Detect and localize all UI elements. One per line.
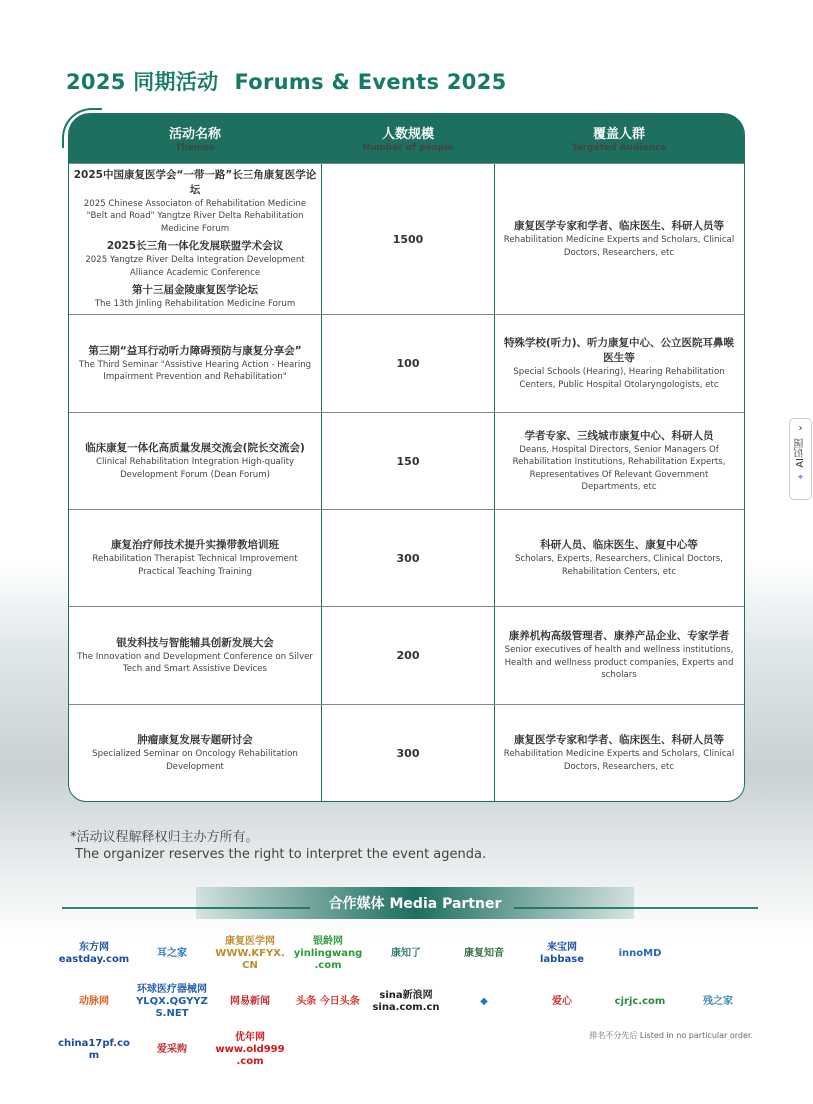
theme-zh: 2025中国康复医学会“一带一路”长三角康复医学论坛 — [73, 168, 317, 196]
scan-icon: ⌖ — [797, 471, 804, 483]
table-row — [69, 704, 744, 801]
people-cell: 300 — [321, 510, 495, 606]
audience-en: Special Schools (Hearing), Hearing Rehabilitation Centers, Public Hospital Otolaryngologists, etc — [513, 367, 725, 390]
audience-cell — [495, 510, 743, 606]
theme-en: The Third Seminar "Assistive Hearing Action - Hearing Impairment Prevention and Rehabilitation" — [78, 359, 312, 382]
media-logo: 耳之家 — [157, 948, 187, 959]
media-logo: 爱心 — [552, 996, 572, 1007]
ai-image-sidebar-button[interactable]: › AI识图 ⌖ — [789, 418, 812, 500]
media-logo: 网易新闻 — [230, 996, 270, 1007]
audience-zh: 康复医学专家和学者、临床医生、科研人员等 — [514, 734, 724, 746]
theme-cell — [69, 705, 321, 801]
audience-zh: 特殊学校(听力)、听力康复中心、公立医院耳鼻喉医生等 — [503, 337, 735, 364]
media-logo: 康复医学网 WWW.KFYX.CN — [215, 936, 285, 971]
title-zh: 2025 同期活动 — [66, 70, 219, 94]
logo-row — [56, 978, 756, 1026]
theme-cell — [69, 315, 321, 412]
media-logo: 爱采购 — [157, 1044, 187, 1055]
theme-cell — [69, 164, 321, 314]
theme-zh: 第十三届金陵康复医学论坛 — [132, 284, 258, 296]
media-logo: china17pf.com — [58, 1038, 130, 1061]
media-logo: 优年网 www.old999.com — [215, 1032, 285, 1067]
page-title — [66, 66, 507, 96]
media-logo: 康复知音 — [464, 948, 504, 959]
audience-zh: 康养机构高级管理者、康养产品企业、专家学者 — [508, 630, 730, 643]
theme-en: The 13th Jinling Rehabilitation Medicine Forum — [94, 299, 296, 309]
audience-zh: 学者专家、三线城市康复中心、科研人员 — [524, 429, 714, 442]
audience-zh: 科研人员、临床医生、康复中心等 — [540, 539, 698, 551]
table-row — [69, 412, 744, 509]
media-partner-heading: 合作媒体 Media Partner — [196, 887, 634, 919]
audience-en: Rehabilitation Medicine Experts and Scholars, Clinical Doctors, Researchers, etc — [503, 749, 735, 772]
title-en: Forums & Events 2025 — [234, 70, 507, 94]
theme-cell — [69, 510, 321, 606]
theme-zh: 康复治疗师技术提升实操带教培训班 — [111, 539, 279, 551]
media-logo: 银龄网 yinlingwang.com — [293, 936, 363, 971]
theme-cell — [69, 413, 321, 509]
theme-en: The Innovation and Development Conference on Silver Tech and Smart Assistive Devices — [77, 651, 313, 674]
media-logo: 动脉网 — [79, 996, 109, 1007]
header-audience: 覆盖人群 Targeted Audience — [571, 126, 667, 153]
header-people: 人数规模 Number of people — [362, 126, 454, 153]
audience-en: Deans, Hospital Directors, Senior Managers Of Rehabilitation Institutions, Rehabilitation Experts, Representatives Of Relevant Government Departments, etc — [512, 444, 726, 492]
people-cell: 1500 — [321, 164, 495, 314]
media-logo: 康知了 — [391, 948, 421, 959]
theme-cell — [69, 607, 321, 704]
audience-cell — [495, 413, 743, 509]
people-cell: 100 — [321, 315, 495, 412]
header-themes: 活动名称 Themes — [168, 126, 221, 153]
theme-en: Rehabilitation Therapist Technical Improvement Practical Teaching Training — [92, 554, 298, 577]
people-cell: 300 — [321, 705, 495, 801]
theme-zh: 银发科技与智能辅具创新发展大会 — [116, 636, 274, 649]
audience-cell — [495, 705, 743, 801]
table-header — [69, 114, 744, 163]
theme-zh: 2025长三角一体化发展联盟学术会议 — [106, 240, 284, 252]
theme-en: 2025 Yangtze River Delta Integration Development Alliance Academic Conference — [85, 255, 305, 278]
table-row — [69, 163, 744, 314]
table-row — [69, 509, 744, 606]
disclaimer: *活动议程解释权归主办方所有。 The organizer reserves the right to interpret the event agenda. — [70, 830, 487, 862]
media-logo: 残之家 — [703, 996, 733, 1007]
theme-zh: 临床康复一体化高质量发展交流会(院长交流会) — [85, 442, 305, 454]
media-logo: ◆ — [480, 996, 488, 1007]
theme-zh: 肿瘤康复发展专题研讨会 — [137, 734, 253, 746]
theme-en: 2025 Chinese Associaton of Rehabilitation Medicine "Belt and Road" Yangtze River Delta Rehabilitation Medicine Forum — [83, 198, 307, 234]
people-cell: 150 — [321, 413, 495, 509]
chevron-right-icon: › — [798, 423, 803, 434]
audience-en: Senior executives of health and wellness institutions, Health and wellness product companies, Experts and scholars — [504, 645, 734, 681]
theme-en: Specialized Seminar on Oncology Rehabilitation Development — [92, 749, 298, 772]
media-logo: 头条 今日头条 — [296, 996, 360, 1007]
people-cell: 200 — [321, 607, 495, 704]
logo-row — [56, 930, 756, 978]
theme-en: Clinical Rehabilitation Integration High-quality Development Forum (Dean Forum) — [95, 457, 295, 480]
audience-cell — [495, 315, 743, 412]
audience-en: Rehabilitation Medicine Experts and Scholars, Clinical Doctors, Researchers, etc — [503, 235, 735, 258]
media-logo: innoMD — [618, 948, 662, 959]
audience-cell — [495, 607, 743, 704]
table-row — [69, 314, 744, 412]
media-logo: 东方网 eastday.com — [58, 942, 130, 965]
table-row — [69, 606, 744, 704]
media-logos — [56, 930, 756, 1074]
theme-zh: 第三期“益耳行动听力障碍预防与康复分享会” — [88, 344, 302, 357]
order-note: 排名不分先后 Listed in no particular order. — [589, 1031, 753, 1040]
media-logo: cjrjc.com — [614, 996, 666, 1007]
audience-cell — [495, 164, 743, 314]
audience-zh: 康复医学专家和学者、临床医生、科研人员等 — [514, 220, 724, 232]
media-logo: sina新浪网 sina.com.cn — [372, 990, 440, 1013]
media-logo: 来宝网 labbase — [540, 942, 584, 965]
media-logo: 环球医疗器械网 YLQX.QGYYZS.NET — [136, 984, 208, 1019]
events-table — [68, 113, 745, 802]
audience-en: Scholars, Experts, Researchers, Clinical Doctors, Rehabilitation Centers, etc — [515, 554, 723, 577]
